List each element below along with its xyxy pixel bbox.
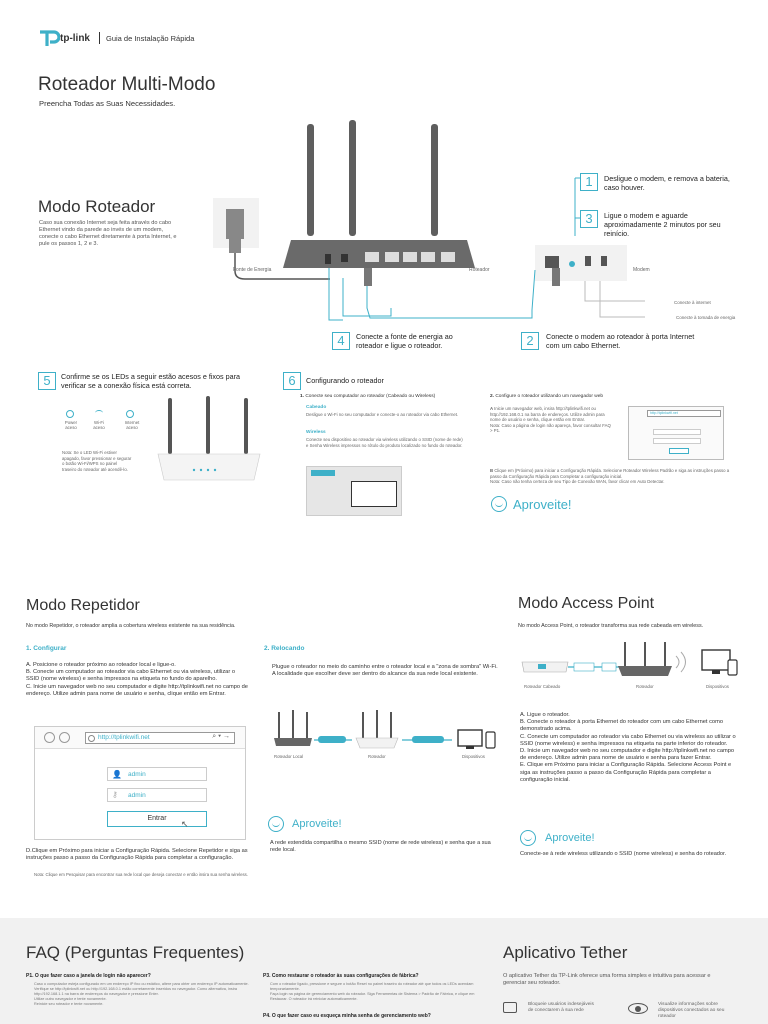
led-label-power: Power — [64, 420, 78, 425]
step-number-1: 1 — [580, 173, 598, 191]
ap-step-d — [520, 748, 740, 762]
wifi-led-icon — [95, 410, 103, 416]
mini-username-field — [653, 429, 701, 435]
ap-enjoy — [520, 830, 640, 848]
repeater-step-c — [26, 684, 248, 698]
repeater-configure-title: 1. Configurar — [26, 645, 67, 652]
step-text-5: Confirme se os LEDs a seguir estão acesos e fixos para verificar se a conexão física está correta. — [61, 372, 240, 390]
ap-title: Modo Access Point — [518, 595, 655, 612]
password-field[interactable] — [107, 788, 207, 802]
config-stepA-text: Inicie um navegador web, insira http://tplinkwifi.net ou http://192.168.0.1 na barra de endereços. Utilize admin para nome de usuário e senha, clique então em Entrar. — [490, 406, 605, 423]
ap-devices-icon — [702, 650, 737, 675]
config-step1-text: Conecte seu computador ao roteador (Cabeado ou Wireless) — [305, 394, 436, 399]
faq-q1-answer-2: Verifique se http://tplinkwifi.net ou http://192.168.0.1 estão corretamente inseridos no navegador. Como alternativa, insira http://192.168.1.1 na barra de endereços do navegador e pressione Enter. — [34, 987, 238, 996]
step-text: Ligue o roteador. — [526, 712, 570, 718]
hero-title: Roteador Multi-Modo — [38, 74, 216, 95]
wired-router-icon — [522, 662, 568, 672]
label-router: Roteador — [469, 267, 490, 273]
tether-feature-2: Visualize informações sobre dispositivos conectados ao seu roteador — [658, 1002, 725, 1019]
faq-q1-answer-3: Utilize outro navegador e tente novamente. — [34, 997, 107, 1001]
rep-label-local: Roteador Local — [274, 754, 304, 759]
tp-link-logo-icon — [38, 28, 60, 48]
cursor-icon: ↖ — [181, 819, 189, 829]
mini-login-button — [669, 448, 689, 454]
repeater-step-b — [26, 669, 248, 683]
ap-step-e — [520, 762, 740, 784]
step-text: Posicione o roteador próximo ao roteador local e ligue-o. — [32, 662, 176, 668]
faq-q1: P1. O que fazer caso a janela de login não aparecer? — [26, 973, 151, 979]
browser-toolbar — [35, 727, 245, 749]
search-go-icon: ⌕ ▾ → — [212, 733, 230, 740]
browser-window — [34, 726, 246, 840]
product-label-image — [306, 466, 402, 516]
label-logo — [311, 470, 335, 476]
ap-router-icon — [618, 642, 672, 676]
repeater-step-d-text: Clique em Próximo para iniciar a Configuração Rápida. Selecione Repetidor e siga as instruções passo a passo da Configuração Rápida para completar a configuração. — [26, 848, 248, 862]
step-number-2: 2 — [521, 332, 539, 350]
user-icon: 👤 — [112, 770, 122, 779]
faq-q1-answers — [34, 982, 254, 1007]
ap-label-router: Roteador — [636, 684, 654, 689]
step-text: Conecte o roteador à porta Ethernet do roteador com um cabo Ethernet como demonstrado acima. — [520, 719, 723, 733]
repeater-intro: No modo Repetidor, o roteador amplia a cobertura wireless existente na sua residência. — [26, 623, 236, 629]
router-enjoy — [491, 496, 611, 514]
globe-icon — [88, 735, 95, 742]
wired-text: Desligue o Wi-Fi no seu computador e conecte-o ao roteador via cabo Ethernet. — [306, 412, 459, 417]
wired-label: Cabeado — [306, 405, 327, 410]
step-number-6: 6 — [283, 372, 301, 390]
devices-icon — [458, 730, 495, 749]
ap-label-wired: Roteador Cabeado — [524, 684, 561, 689]
config-step2: 2. Configure o roteador utilizando um navegador web — [490, 394, 604, 399]
password-value: admin — [128, 792, 146, 799]
label-internet: Conecte à internet — [674, 300, 711, 305]
repeater-step-d: D.Clique em Próximo para iniciar a Configuração Rápida. Selecione Repetidor e siga as instruções passo a passo da Configuração Rápida para completar a configuração. — [26, 848, 248, 862]
step-letter: C. — [520, 733, 526, 740]
step-number-5: 5 — [38, 372, 56, 390]
led-row — [62, 410, 152, 436]
router-diagram — [205, 118, 645, 348]
step-text: Clique em Próximo para iniciar a Configuração Rápida. Selecione Access Point e siga as instruções passo a passo da Configuração Rápida para completar a configuração inicial. — [520, 762, 732, 783]
step-text-2: Conecte o modem ao roteador à porta Internet com um cabo Ethernet. — [546, 332, 695, 350]
ap-label-devices: Dispositivos — [706, 684, 729, 689]
header-divider — [99, 32, 100, 44]
repeater-title: Modo Repetidor — [26, 597, 140, 614]
username-field[interactable] — [107, 767, 207, 781]
tether-intro: O aplicativo Tether da TP-Link oferece uma forma simples e intuitiva para acessar e gerenciar seu roteador. — [503, 973, 711, 986]
ap-intro: No modo Access Point, o roteador transforma sua rede cabeada em wireless. — [518, 623, 704, 629]
config-stepB-note: Nota: Caso não tenha certeza de seu Tipo de Conexão WAN, favor clicar em Auto Detectar. — [490, 479, 665, 485]
ap-step-b — [520, 719, 740, 733]
internet-led-icon — [126, 410, 134, 418]
local-router-icon — [274, 710, 312, 746]
repeater-enjoy-text: Aproveite! — [292, 818, 342, 830]
step-letter: B. — [520, 719, 526, 726]
led-sub-wifi: aceso — [93, 425, 105, 430]
header — [38, 28, 338, 48]
step-text: Conecte um computador ao roteador via cabo Ethernet ou via wireless, utilizar o SSID (nome wireless) e senha impressos na etiqueta no fundo do aparelho. — [26, 669, 235, 683]
step-text-3: Ligue o modem e aguarde aproximadamente 2 minutos por seu reinício. — [604, 211, 721, 238]
faq-q3-answers — [270, 982, 482, 1002]
config-stepB-text: Clique em (Próximo) para iniciar a Configuração Rápida. Selecione Roteador Wireless Padrão e siga as instruções passo a passo da Configuração Rápida para Completar a configuração inicial. — [490, 468, 730, 479]
ap-diagram — [516, 642, 746, 688]
repeater-steps — [26, 662, 248, 698]
key-icon: ⚷ — [112, 790, 118, 799]
step-number-3: 3 — [580, 210, 598, 228]
label-info-block — [351, 481, 397, 507]
led-label-internet: Internet — [124, 420, 140, 425]
label-outlet: Conecte à tomada de energia — [676, 315, 736, 320]
step-text: Inicie um navegador web no seu computador e digite http://tplinkwifi.net no campo de endereço. Utilize admin para nome de usuário e senha, clique então em Entrar. — [26, 683, 248, 697]
repeater-final: A rede estendida compartilha o mesmo SSID (nome de rede wireless) e senha que a sua rede local. — [270, 840, 491, 853]
forward-icon[interactable] — [59, 732, 70, 743]
faq-title: FAQ (Perguntas Frequentes) — [26, 943, 245, 962]
url-text: http://tplinkwifi.net — [98, 734, 150, 741]
faq-q4: P4. O que fazer caso eu esqueça minha senha de gerenciamento web? — [263, 1013, 431, 1019]
faq-q3-answer-1: Com o roteador ligado, pressione e segure o botão Reset no painel traseiro do roteador até que todos os LEDs acendam temporariamente. — [270, 982, 474, 991]
router-enjoy-text: Aproveite! — [513, 497, 572, 512]
step-letter: E. — [520, 762, 526, 769]
ap-enjoy-text: Aproveite! — [545, 832, 595, 844]
mini-address-bar — [647, 410, 721, 417]
brand-name: tp-link — [60, 33, 90, 44]
mini-password-field — [653, 438, 701, 444]
config-stepB: B Clique em (Próximo) para iniciar a Configuração Rápida. Selecione Roteador Wireless Padrão e siga as instruções passo a passo da Configuração Rápida para Completar a configuração inicial. Nota: Caso não tenha certeza de seu Tipo de Conexão WAN, favor clicar em Auto Detectar. — [490, 468, 730, 485]
relocate-title: 2. Relocando — [264, 645, 305, 652]
hero-subtitle: Preencha Todas as Suas Necessidades. — [39, 99, 176, 108]
tether-title: Aplicativo Tether — [503, 943, 628, 962]
wireless-text: Conecte seu dispositivo ao roteador via wireless utilizando o SSID (nome de rede) e Senha Wireless impressos no rótulo do produto localizado no fundo do roteador. — [306, 437, 463, 448]
mini-url: http://tplinkwifi.net — [650, 411, 678, 415]
faq-q1-answer-1: Caso o computador esteja configurado em um endereço IP fixo ou estático, altere para obter um endereço IP automaticamente. — [34, 982, 249, 986]
ap-step-c — [520, 734, 740, 748]
config-stepA-note: Nota: Caso a página de login não apareça, favor consultar FAQ > P1. — [490, 422, 611, 434]
login-button[interactable]: Entrar — [107, 811, 207, 827]
step-letter: A. — [26, 662, 32, 668]
led-note: Nota: Se o LED Wi-Fi estiver apagado, favor pressionar e segurar o botão Wi-Fi/WPS no painel traseiro do roteador até acendê-lo. — [62, 450, 132, 472]
username-value: admin — [128, 771, 146, 778]
back-icon[interactable] — [44, 732, 55, 743]
mini-browser — [628, 406, 724, 460]
led-sub-internet: aceso — [126, 425, 138, 430]
faq-q3-answer-2: Faça login na página de gerenciamento web do roteador. Siga Ferramentas de Sistema > Padrão de Fábrica, e clique em Restaurar. O roteador irá reiniciar automaticamente. — [270, 992, 475, 1001]
rep-label-devices: Dispositivos — [462, 754, 485, 759]
ap-final: Conecte-se à rede wireless utilizando o SSID (nome wireless) e senha do roteador. — [520, 851, 727, 857]
router-front-icon — [154, 396, 264, 492]
eye-pupil-icon — [635, 1006, 641, 1012]
label-modem: Modem — [633, 267, 650, 273]
ap-step-a — [520, 712, 740, 719]
router-mode-title: Modo Roteador — [38, 197, 156, 216]
address-bar[interactable] — [85, 732, 235, 744]
faq-q3: P3. Como restaurar o roteador às suas configurações de fábrica? — [263, 973, 419, 979]
step-letter: B. — [26, 669, 32, 676]
ap-steps — [520, 712, 740, 784]
step-text: Conecte um computador ao roteador via cabo Ethernet ou via wireless ao utilizar o SSID (nome wireless) e senha impressos na etiqueta na parte inferior do roteador. — [520, 733, 736, 747]
config-step2-text: Configure o roteador utilizando um navegador web — [495, 394, 604, 399]
relocate-text: Plugue o roteador no meio do caminho entre o roteador local e a "zona de sombra" Wi-Fi. A localidade que escolher deve ser dentro do alcance da sua rede local existente. — [272, 664, 498, 678]
repeater-step-a — [26, 662, 248, 669]
repeater-router-icon — [356, 710, 398, 748]
step-text: Inicie um navegador web no seu computador e digite http://tplinkwifi.net no campo de endereço. Utilize admin para nome de usuário e senha para fazer Entrar. — [520, 748, 735, 762]
step-text-1: Desligue o modem, e remova a bateria, caso houver. — [604, 174, 730, 192]
label-power: Fonte de Energia — [233, 267, 272, 273]
rep-label-router: Roteador — [368, 754, 386, 759]
config-step1: 1. Conecte seu computador ao roteador (Cabeado ou Wireless) — [300, 394, 436, 399]
tether-feature-1: Bloqueie usuários indesejáveis de conectarem à sua rede — [528, 1002, 594, 1013]
step-letter: A. — [520, 712, 526, 718]
step-text-4: Conecte a fonte de energia ao roteador e ligue o roteador. — [356, 332, 453, 350]
repeater-step-d-note: Nota: Clique em Pesquisar para encontrar sua rede local que deseja conectar e então insira sua senha wireless. — [34, 872, 249, 877]
step-text-6: Configurando o roteador — [306, 376, 384, 385]
repeater-enjoy — [268, 816, 388, 834]
step-letter: C. — [26, 683, 32, 690]
modem-icon — [535, 245, 627, 281]
wireless-label: Wireless — [306, 430, 326, 435]
power-led-icon — [66, 410, 74, 418]
step-number-4: 4 — [332, 332, 350, 350]
led-label-wifi: Wi-Fi — [93, 420, 105, 425]
doc-title: Guia de Instalação Rápida — [106, 34, 195, 43]
router-mode-intro: Caso sua conexão Internet seja feita através do cabo Ethernet vindo da parede ao invés de um modem, conecte o cabo Ethernet diretamente à porta Internet, e pule os passos 1, 2 e 3. — [39, 220, 177, 247]
faq-q1-answer-4: Reinicie seu roteador e tente novamente. — [34, 1002, 104, 1006]
faq-section — [0, 918, 768, 1024]
step-letter: D. — [520, 748, 526, 755]
config-stepA: A Inicie um navegador web, insira http://tplinkwifi.net ou http://192.168.0.1 na barra de endereços. Utilize admin para nome de usuário e senha, clique então em Entrar. Nota: Caso a página de login não apareça, favor consultar FAQ > P1. — [490, 406, 611, 434]
block-users-icon — [503, 1002, 517, 1013]
router-icon — [283, 120, 475, 268]
led-sub-power: aceso — [65, 425, 77, 430]
